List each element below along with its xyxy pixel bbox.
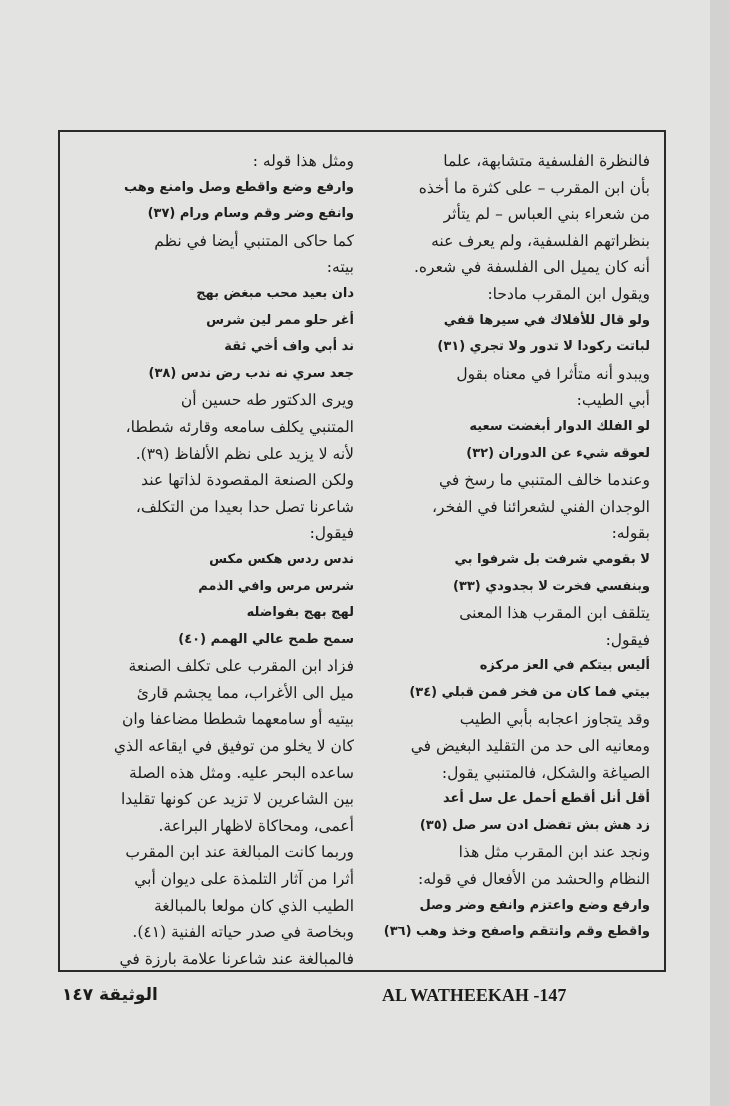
text-line: كان لا يخلو من توفيق في ايقاعه الذي — [113, 737, 354, 756]
verse-line: لباتت ركودا لا تدور ولا تجري (٣١) — [437, 339, 650, 355]
text-line: ولكن الصنعة المقصودة لذاتها عند — [141, 471, 354, 490]
text-line: فالمبالغة عند شاعرنا علامة بارزة في — [119, 949, 354, 968]
text-line: ميل الى الأغراب، مما يجشم قارئ — [136, 683, 354, 702]
verse-line: أليس بيتكم في العز مركزه — [479, 658, 650, 674]
text-line: من شعراء بني العباس – لم يتأثر — [443, 205, 650, 224]
text-line: أعمى، ومحاكاة لاظهار البراعة. — [158, 816, 354, 835]
text-line: الطيب الذي كان مولعا بالمبالغة — [154, 896, 354, 915]
text-frame — [58, 130, 666, 972]
text-line: أثرا من آثار التلمذة على ديوان أبي — [134, 870, 354, 889]
right-column — [370, 148, 650, 946]
text-line: الوجدان الفني لشعرائنا في الفخر، — [432, 497, 650, 516]
text-line: كما حاكى المتنبي أيضا في نظم — [154, 231, 354, 250]
text-line: بأن ابن المقرب – على كثرة ما أخذه — [418, 178, 650, 197]
text-line: بقوله: — [611, 524, 650, 543]
text-line: فزاد ابن المقرب على تكلف الصنعة — [128, 657, 354, 676]
verse-line: لا بقومي شرفت بل شرفوا بي — [454, 551, 650, 567]
text-line: ونجد عند ابن المقرب مثل هذا — [458, 843, 650, 862]
text-line: المتنبي يكلف سامعه وقارئه شططا، — [125, 417, 354, 436]
footer-arabic-page-label: الوثيقة ١٤٧ — [62, 985, 158, 1005]
text-line: ساعده البحر عليه. ومثل هذه الصلة — [129, 763, 354, 782]
text-line: بيته: — [326, 258, 354, 277]
verse-line: ند أبي واف أخي ثقة — [224, 339, 354, 355]
verse-line: وارفع وضع واقطع وصل وامنع وهب — [123, 179, 354, 195]
text-line: أنه كان يميل الى الفلسفة في شعره. — [414, 258, 650, 277]
text-line: الصياغة والشكل، فالمتنبي يقول: — [441, 763, 650, 782]
verse-line: واقطع وقم وانتقم واصفح وخذ وهب (٣٦) — [383, 924, 650, 940]
verse-line: لعوقه شيء عن الدوران (٣٢) — [466, 445, 650, 461]
text-line: فيقول: — [605, 630, 650, 649]
verse-line: لو الفلك الدوار أبغضت سعيه — [469, 418, 650, 434]
verse-line: دان بعيد محب مبغض بهج — [196, 285, 354, 301]
verse-line: ولو قال للأفلاك في سيرها قفي — [443, 312, 650, 328]
verse-line: ندس ردس هكس مكس — [209, 551, 354, 567]
text-line: ويرى الدكتور طه حسين أن — [180, 391, 354, 410]
verse-line: لهج بهج بفواضله — [246, 605, 354, 621]
verse-line: بيتي فما كان من فخر فمن قبلي (٣٤) — [409, 684, 650, 700]
text-line: فالنظرة الفلسفية متشابهة، علما — [443, 152, 650, 170]
text-line: ومعانيه الى حد من التقليد البغيض في — [410, 737, 650, 756]
footer-english-page-label: AL WATHEEKAH -147 — [382, 985, 567, 1005]
text-line: لأنه لا يزيد على نظم الألفاظ (٣٩). — [135, 444, 354, 463]
page-edge — [710, 0, 730, 1106]
verse-line: وانفع وضر وقم وسام ورام (٣٧) — [147, 206, 354, 222]
left-column — [74, 148, 354, 972]
verse-line: وارفع وضع واعتزم وانفع وضر وصل — [419, 897, 650, 913]
text-line: فيقول: — [309, 524, 354, 543]
verse-line: أغر حلو ممر لين شرس — [206, 312, 354, 328]
verse-line: سمح طمح عالي الهمم (٤٠) — [178, 631, 354, 647]
text-line: وربما كانت المبالغة عند ابن المقرب — [125, 843, 354, 862]
verse-line: أقل أنل أقطع أحمل عل سل أعد — [442, 791, 650, 807]
text-line: بين الشاعرين لا تزيد عن كونها تقليدا — [120, 790, 354, 809]
text-line: وقد يتجاوز اعجابه بأبي الطيب — [459, 710, 650, 729]
verse-line: زد هش بش تفضل ادن سر صل (٣٥) — [419, 817, 650, 833]
text-line: بيتيه أو سامعهما شططا مضاعفا وان — [122, 710, 354, 729]
text-line: وعندما خالف المتنبي ما رسخ في — [438, 471, 650, 490]
text-line: بنظراتهم الفلسفية، ولم يعرف عنه — [431, 231, 650, 250]
text-line: ويقول ابن المقرب مادحا: — [487, 284, 650, 303]
text-line: شاعرنا تصل حدا بعيدا من التكلف، — [135, 497, 354, 516]
text-line: أبي الطيب: — [576, 391, 650, 410]
verse-line: شرس مرس وافي الذمم — [198, 578, 354, 594]
text-line: النظام والحشد من الأفعال في قوله: — [418, 870, 650, 889]
text-line: ومثل هذا قوله : — [252, 152, 354, 170]
verse-line: جعد سري نه ندب رض ندس (٣٨) — [148, 365, 354, 381]
verse-line: وبنفسي فخرت لا بجدودي (٣٣) — [452, 578, 650, 594]
text-line: ويبدو أنه متأثرا في معناه بقول — [456, 364, 650, 383]
text-line: وبخاصة في صدر حياته الفنية (٤١). — [132, 923, 354, 942]
text-line: يتلقف ابن المقرب هذا المعنى — [459, 604, 650, 623]
